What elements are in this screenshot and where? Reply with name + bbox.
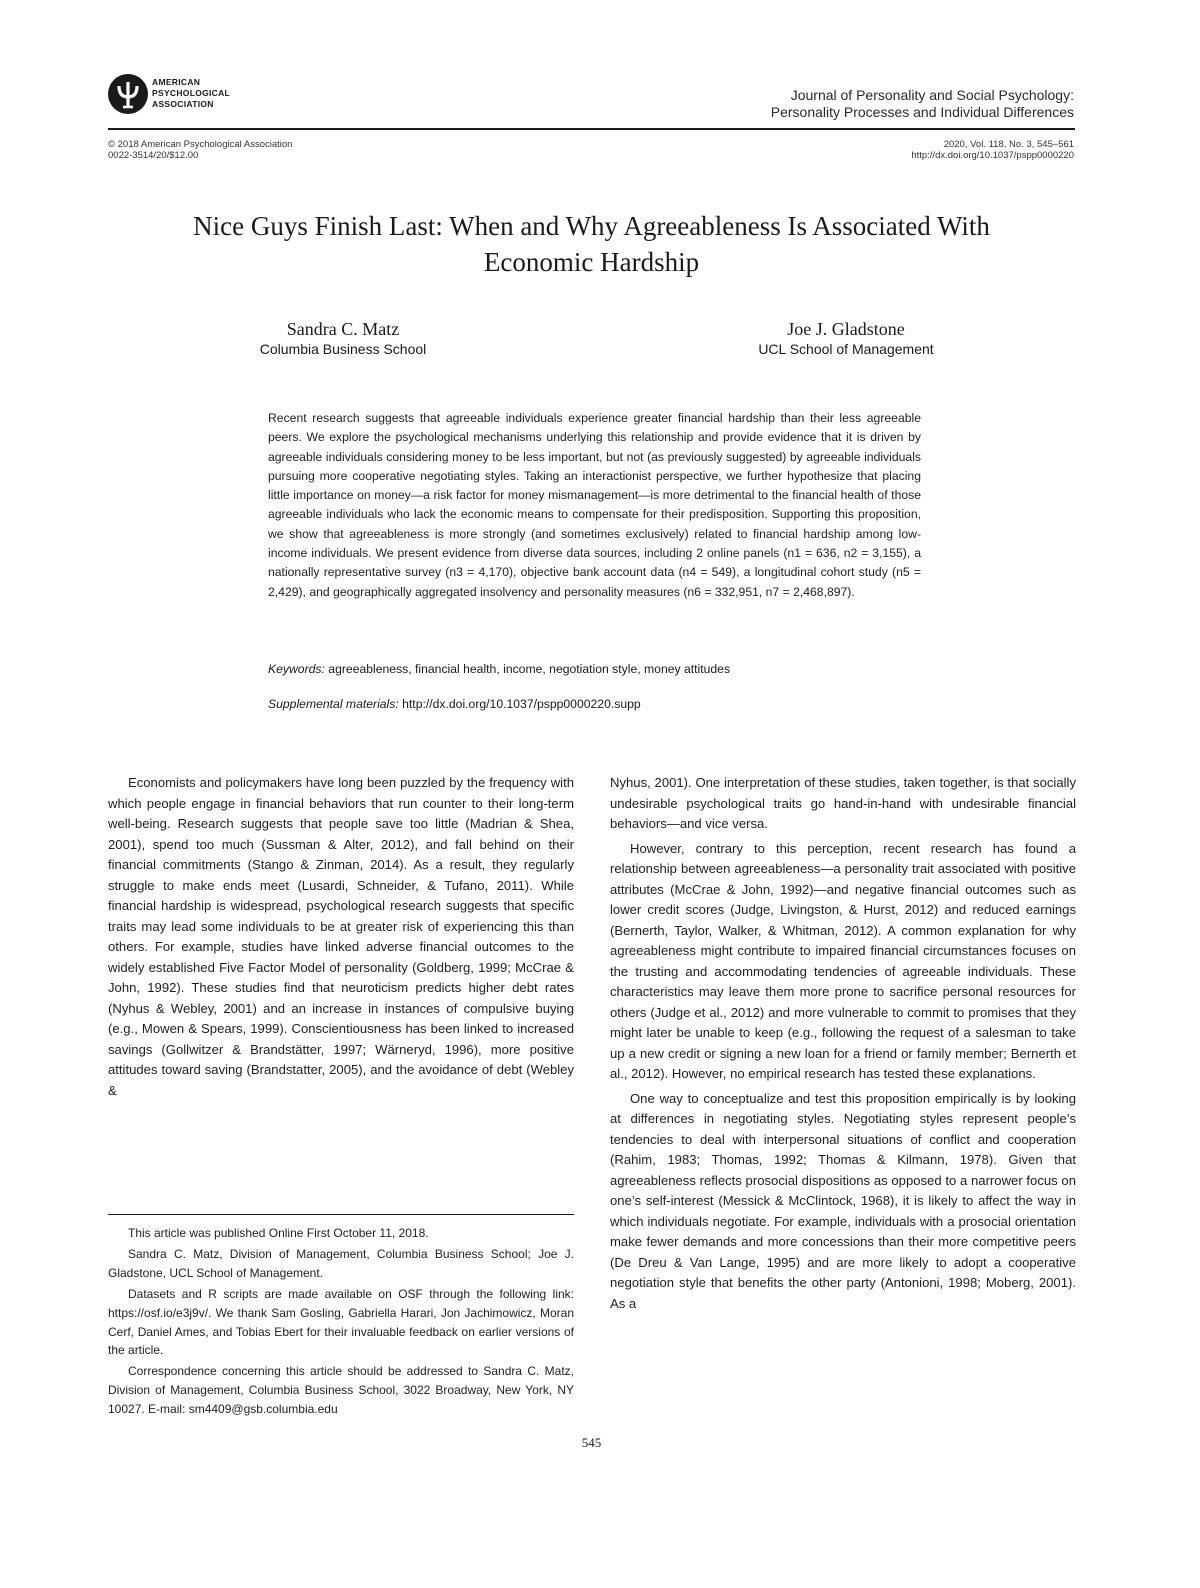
body-paragraph: One way to conceptualize and test this proposition empirically is by looking at differences in negotiating styles. Negotiating styles represent people’s tendencies to deal with interpersonal situations of conflict and cooperation (Rahim, 1983; Thomas, 1992; Thomas & Kilmann, 1978). Given that agreeableness reflects prosocial dispositions as opposed to a narrower focus on one’s self-interest (Messick & McClintock, 1968), it is likely to affect the way in which individuals negotiate. For example, individuals with a prosocial orientation make fewer demands and more concessions than their more competitive peers (De Dreu & Van Lange, 1995) and are more likely to adopt a cooperative negotiation style that benefits the other party (Antonioni, 1998; Moberg, 2001). As a	[610, 1090, 1076, 1311]
publisher-line: AMERICAN	[152, 77, 201, 87]
publisher-line: PSYCHOLOGICAL	[152, 88, 231, 98]
journal-line-2: Personality Processes and Individual Differences	[770, 104, 1074, 120]
author-affiliation: Columbia Business School	[259, 341, 427, 357]
journal-line-1: Journal of Personality and Social Psychology:	[790, 87, 1074, 103]
author-affiliation: UCL School of Management	[758, 341, 934, 357]
author-2	[726, 318, 966, 358]
header-rule	[108, 128, 1075, 130]
doi-link[interactable]: http://dx.doi.org/10.1037/pspp0000220	[911, 150, 1074, 161]
supp-link[interactable]: http://dx.doi.org/10.1037/pspp0000220.supp	[402, 697, 641, 711]
publisher-line: ASSOCIATION	[152, 99, 214, 109]
supplemental-materials	[268, 696, 921, 713]
keywords-text: agreeableness, financial health, income, negotiation style, money attitudes	[328, 662, 731, 676]
article-title	[108, 208, 1075, 280]
body-column-left	[108, 773, 574, 1101]
title-line-1: Nice Guys Finish Last: When and Why Agreeableness Is Associated With	[193, 211, 990, 241]
keywords-label: Keywords:	[268, 662, 325, 676]
footnote: Datasets and R scripts are made available on OSF through the following link: https://osf.io/e3j9v/. We thank Sam Gosling, Gabriella Harari, Jon Jachimowicz, Moran Cerf, Daniel Ames, and Tobias Ebert for their invaluable feedback on earlier versions of the article.	[108, 1286, 574, 1358]
footnote: Correspondence concerning this article should be addressed to Sandra C. Matz, Division of Management, Columbia Business School, 3022 Broadway, New York, NY 10027. E-mail: sm4409@gsb.columbia.edu	[108, 1364, 574, 1417]
footnote: Sandra C. Matz, Division of Management, Columbia Business School; Joe J. Gladstone, UCL School of Management.	[108, 1246, 574, 1280]
publisher-name	[152, 77, 230, 110]
psi-logo-icon	[108, 74, 148, 114]
issn: 0022-3514/20/$12.00	[108, 150, 199, 161]
author-name: Joe J. Gladstone	[787, 319, 905, 339]
footnotes	[108, 1224, 574, 1421]
journal-name	[771, 87, 1074, 121]
supp-label: Supplemental materials:	[268, 697, 399, 711]
author-name: Sandra C. Matz	[286, 319, 400, 339]
body-paragraph: Nyhus, 2001). One interpretation of these studies, taken together, is that socially undesirable psychological traits go hand-in-hand with undesirable financial behaviors—and vice versa.	[610, 775, 1076, 831]
footnote: This article was published Online First October 11, 2018.	[128, 1226, 429, 1240]
volume-info: 2020, Vol. 118, No. 3, 545–561	[943, 139, 1074, 150]
keywords	[268, 661, 921, 678]
copyright-block	[108, 139, 292, 161]
citation-block	[911, 139, 1074, 161]
copyright: © 2018 American Psychological Association	[108, 139, 293, 150]
author-1	[230, 318, 456, 358]
body-paragraph: Economists and policymakers have long been puzzled by the frequency with which people engage in financial behaviors that run counter to their long-term well-being. Research suggests that people save too little (Madrian & Shea, 2001), spend too much (Sussman & Alter, 2012), and fall behind on their financial commitments (Stango & Zinman, 2014). As a result, they regularly struggle to make ends meet (Lusardi, Schneider, & Tufano, 2011). While financial hardship is widespread, psychological research suggests that specific traits may lead some individuals to be at greater risk of experiencing this than others. For example, studies have linked adverse financial outcomes to the widely established Five Factor Model of personality (Goldberg, 1999; McCrae & John, 1992). These studies find that neuroticism predicts higher debt rates (Nyhus & Webley, 2001) and an increase in instances of compulsive buying (e.g., Mowen & Spears, 1999). Conscientiousness has been linked to increased savings (Gollwitzer & Brandstätter, 1997; Wärneryd, 1996), more positive attitudes toward saving (Brandstatter, 2005), and the avoidance of debt (Webley &	[108, 775, 574, 1098]
body-column-right	[610, 773, 1076, 1314]
footnote-rule	[108, 1214, 574, 1215]
abstract: Recent research suggests that agreeable individuals experience greater financial hardship than their less agreeable peers. We explore the psychological mechanisms underlying this relationship and provide evidence that it is driven by agreeable individuals considering money to be less important, but not (as previously suggested) by agreeable individuals pursuing more cooperative negotiating styles. Taking an interactionist perspective, we further hypothesize that placing little importance on money—a risk factor for money mismanagement—is more detrimental to the financial health of those agreeable individuals who lack the economic means to compensate for their predisposition. Supporting this proposition, we show that agreeableness is more strongly (and sometimes exclusively) related to financial hardship among low-income individuals. We present evidence from diverse data sources, including 2 online panels (n1 = 636, n2 = 3,155), a nationally representative survey (n3 = 4,170), objective bank account data (n4 = 549), a longitudinal cohort study (n5 = 2,429), and geographically aggregated insolvency and personality measures (n6 = 332,951, n7 = 2,468,897).	[268, 411, 921, 599]
body-paragraph: However, contrary to this perception, recent research has found a relationship between agreeableness—a personality trait associated with positive attributes (McCrae & John, 1992)—and negative financial outcomes such as lower credit scores (Judge, Livingston, & Hurst, 2012) and reduced earnings (Bernerth, Taylor, Walker, & Whitman, 2012). A common explanation for why agreeableness might contribute to impaired financial circumstances focuses on the trusting and accommodating tendencies of agreeable individuals. These characteristics may leave them more prone to sacrifice personal resources for others (Judge et al., 2012) and more vulnerable to commit to promises that they might later be unable to keep (e.g., following the request of a salesman to take up a new credit or signing a new loan for a friend or family member; Bernerth et al., 2012). However, no empirical research has tested these explanations.	[610, 840, 1076, 1081]
title-line-2: Economic Hardship	[483, 247, 700, 277]
page-number: 545	[581, 1435, 602, 1450]
